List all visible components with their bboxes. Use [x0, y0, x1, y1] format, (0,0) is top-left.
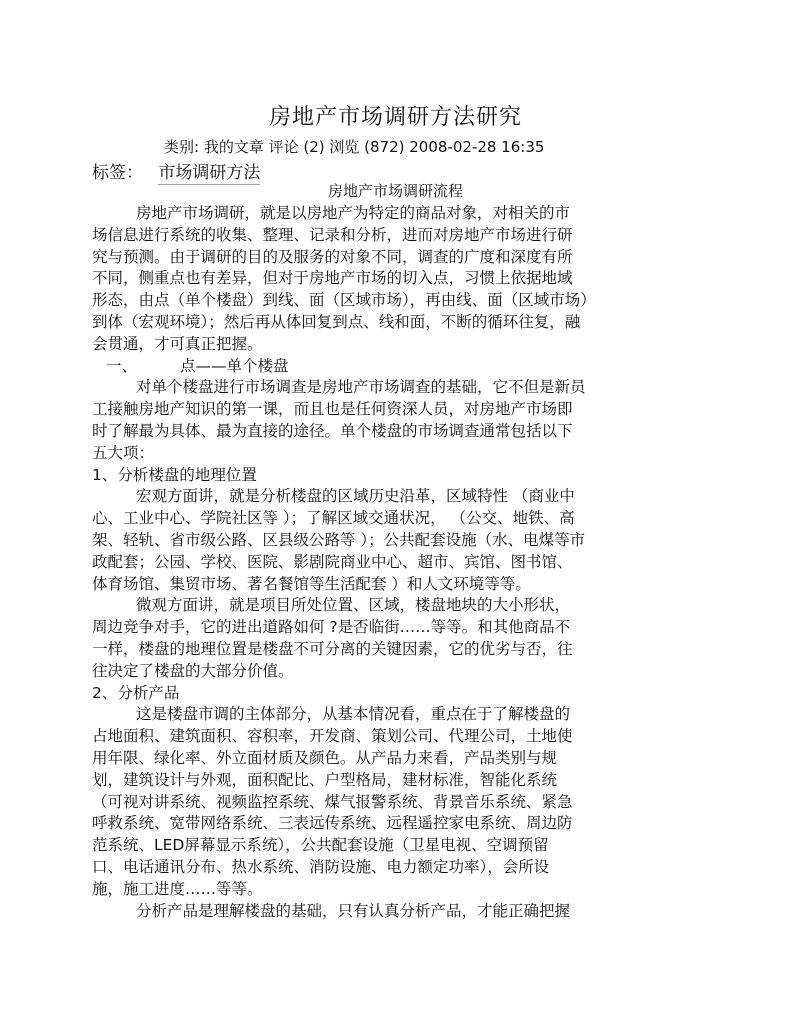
article-body — [92, 203, 692, 922]
paragraph-line: 工接触房地产知识的第一课，而且也是任何资深人员，对房地产市场即 — [92, 400, 573, 419]
paragraph-line: 周边竞争对手，它的进出道路如何 ?是否临街……等等。和其他商品不 — [92, 618, 571, 637]
paragraph-line: 范系统、LED屏幕显示系统），公共配套设施（卫星电视、空调预留 — [92, 836, 549, 855]
tags-label: 标签： — [92, 163, 143, 183]
paragraph-line: 形态，由点（单个楼盘）到线、面（区域市场），再由线、面（区域市场） — [92, 291, 596, 310]
paragraph-line: 政配套；公园、学校、医院、影剧院商业中心、超市、宾馆、图书馆、 — [92, 552, 573, 571]
paragraph-line: 场信息进行系统的收集、整理、记录和分析，进而对房地产市场进行研 — [92, 225, 573, 244]
paragraph-line: 宏观方面讲，就是分析楼盘的区域历史沿革，区域特性 （商业中 — [136, 487, 575, 506]
paragraph-line: 施，施工进度……等等。 — [92, 879, 263, 898]
subsection-heading: 1、分析楼盘的地理位置 — [92, 465, 257, 484]
paragraph-line: 房地产市场调研，就是以房地产为特定的商品对象，对相关的市 — [136, 204, 571, 222]
section-subtitle: 房地产市场调研流程 — [327, 182, 463, 200]
paragraph-line: 会贯通，才可真正把握。 — [92, 334, 263, 353]
article-title: 房地产市场调研方法研究 — [268, 105, 522, 130]
section-heading — [92, 356, 692, 378]
paragraph-line: 占地面积、建筑面积、容积率，开发商、策划公司、代理公司，土地使 — [92, 727, 573, 746]
tag-link[interactable]: 市场调研方法 — [158, 163, 261, 183]
paragraph-line: （可视对讲系统、视频监控系统、煤气报警系统、背景音乐系统、紧急 — [92, 792, 573, 811]
paragraph-line: 体育场馆、集贸市场、著名餐馆等生活配套 ）和人文环境等等。 — [92, 574, 531, 593]
section-heading-text: 点——单个楼盘 — [180, 356, 289, 375]
paragraph-line: 分析产品是理解楼盘的基础，只有认真分析产品，才能正确把握 — [136, 901, 571, 920]
paragraph-line: 时了解最为具体、最为直接的途径。单个楼盘的市场调查通常包括以下 — [92, 421, 573, 440]
paragraph-line: 口、电话通讯分布、热水系统、消防设施、电力额定功率），会所设 — [92, 857, 550, 876]
paragraph-line: 这是楼盘市调的主体部分，从基本情况看，重点在于了解楼盘的 — [136, 705, 571, 724]
paragraph-line: 往决定了楼盘的大部分价值。 — [92, 661, 294, 680]
paragraph-line: 呼救系统、宽带网络系统、三表远传系统、远程遥控家电系统、周边防 — [92, 814, 573, 833]
paragraph-line: 心、工业中心、学院社区等 ）；了解区域交通状况， （公交、地铁、高 — [92, 509, 575, 528]
paragraph-line: 架、轻轨、省市级公路、区县级公路等 ）；公共配套设施（水、电煤等市 — [92, 530, 586, 549]
paragraph-line: 用年限、绿化率、外立面材质及颜色。从产品力来看，产品类别与规 — [92, 748, 558, 767]
section-number: 一、 — [106, 356, 138, 375]
paragraph-line: 到体（宏观环境）；然后再从体回复到点、线和面，不断的循环往复，融 — [92, 312, 581, 331]
paragraph-line: 一样，楼盘的地理位置是楼盘不可分离的关键因素，它的优劣与否，往 — [92, 639, 573, 658]
subsection-heading: 2、分析产品 — [92, 683, 180, 702]
paragraph-line: 不同，侧重点也有差异，但对于房地产市场的切入点，习惯上依据地域 — [92, 269, 573, 288]
paragraph-line: 划，建筑设计与外观，面积配比、户型格局，建材标准，智能化系统 — [92, 770, 558, 789]
paragraph-line: 五大项： — [92, 443, 155, 462]
paragraph-line: 究与预测。由于调研的目的及服务的对象不同，调查的广度和深度有所 — [92, 247, 573, 266]
paragraph-line: 对单个楼盘进行市场调查是房地产市场调查的基础，它不但是新员 — [136, 378, 586, 397]
paragraph-line: 微观方面讲，就是项目所处位置、区域，楼盘地块的大小形状， — [136, 596, 571, 615]
article-meta: 类别: 我的文章 评论 (2) 浏览 (872) 2008-02-28 16:35 — [164, 138, 545, 156]
